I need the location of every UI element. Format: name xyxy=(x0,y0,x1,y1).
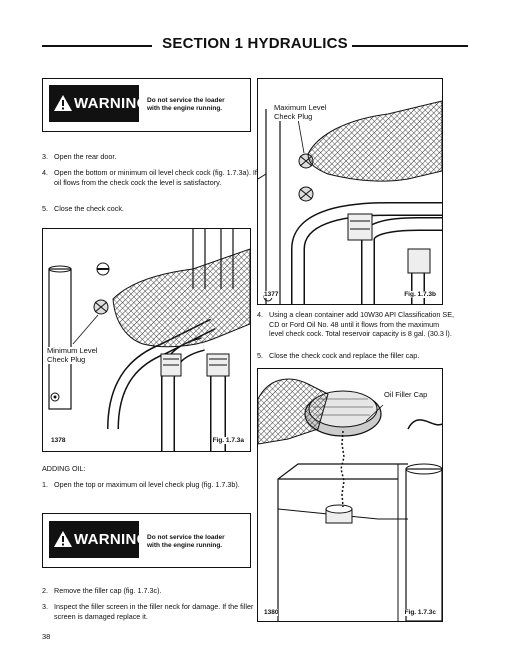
step-number: 4. xyxy=(257,310,263,319)
figure-label-line: Minimum Level xyxy=(47,346,98,355)
step-3-inspect-filler-screen xyxy=(42,602,259,621)
step-number: 2. xyxy=(42,586,48,595)
warning-triangle-icon xyxy=(53,94,73,112)
warning-word-1: WARNING xyxy=(74,95,149,112)
figure-id: 1378 xyxy=(51,437,66,444)
warning-box-1 xyxy=(42,78,251,132)
warning-message-1 xyxy=(147,97,225,113)
step-text: Open the bottom or minimum oil level check cock (fig. 1.7.3a). If oil flows from the check cock the level is satisfactory. xyxy=(54,168,257,187)
step-5-close-and-replace-cap xyxy=(257,351,455,361)
step-text: Inspect the filler screen in the filler neck for damage. If the filler screen is damaged replace it. xyxy=(54,602,254,621)
figure-caption: Fig. 1.7.3b xyxy=(404,291,436,298)
step-2-remove-filler-cap xyxy=(42,586,259,596)
figure-1-7-3b xyxy=(257,78,443,305)
warning-message-line: Do not service the loader xyxy=(147,97,225,104)
figure-1-7-3a-illustration xyxy=(43,229,250,451)
step-number: 5. xyxy=(42,204,48,213)
step-text: Using a clean container add 10W30 API Classification SE, CD or Ford Oil No. 48 until it flows from the maximum level check cock. Total reservoir capacity is 8 gal. (30.3 l). xyxy=(269,310,454,338)
figure-label-line: Check Plug xyxy=(47,354,86,364)
step-number: 3. xyxy=(42,602,48,611)
step-number: 1. xyxy=(42,480,48,489)
section-title: SECTION 1 HYDRAULICS xyxy=(0,35,510,52)
figure-label-oil-filler-cap: Oil Filler Cap xyxy=(384,390,428,399)
figure-id: 1377 xyxy=(264,291,279,298)
warning-message-line: Do not service the loader xyxy=(147,534,225,541)
figure-label-line: Maximum Level xyxy=(274,103,327,112)
figure-caption: Fig. 1.7.3a xyxy=(212,437,244,444)
warning-message-2 xyxy=(147,534,225,550)
figure-label-minimum-level xyxy=(47,347,97,364)
step-number: 4. xyxy=(42,168,48,177)
warning-message-line: with the engine running. xyxy=(147,105,223,112)
step-1-open-top-check-plug xyxy=(42,480,259,490)
step-5-close-check-cock xyxy=(42,204,259,214)
step-text: Open the top or maximum oil level check plug (fig. 1.7.3b). xyxy=(54,480,240,489)
warning-banner-1 xyxy=(49,85,149,122)
figure-id: 1380 xyxy=(264,609,279,616)
step-text: Close the check cock. xyxy=(54,204,124,213)
warning-banner-2 xyxy=(49,521,149,558)
warning-word-2: WARNING xyxy=(74,531,149,548)
figure-1-7-3c xyxy=(257,368,443,622)
figure-1-7-3a xyxy=(42,228,251,452)
step-4-open-bottom-check-cock xyxy=(42,168,259,187)
warning-triangle-icon xyxy=(53,530,73,548)
step-4-add-oil xyxy=(257,310,455,339)
step-3-open-rear-door xyxy=(42,152,259,162)
page-number: 38 xyxy=(42,632,51,641)
figure-label-maximum-level xyxy=(274,104,327,121)
step-number: 3. xyxy=(42,152,48,161)
figure-1-7-3c-illustration xyxy=(258,369,442,621)
warning-message-line: with the engine running. xyxy=(147,542,223,549)
step-text: Remove the filler cap (fig. 1.7.3c). xyxy=(54,586,162,595)
adding-oil-heading: ADDING OIL: xyxy=(42,464,86,473)
warning-box-2 xyxy=(42,513,251,568)
step-text: Close the check cock and replace the filler cap. xyxy=(269,351,420,360)
figure-caption: Fig. 1.7.3c xyxy=(404,609,436,616)
step-text: Open the rear door. xyxy=(54,152,117,161)
step-number: 5. xyxy=(257,351,263,360)
figure-label-line: Check Plug xyxy=(274,111,313,121)
